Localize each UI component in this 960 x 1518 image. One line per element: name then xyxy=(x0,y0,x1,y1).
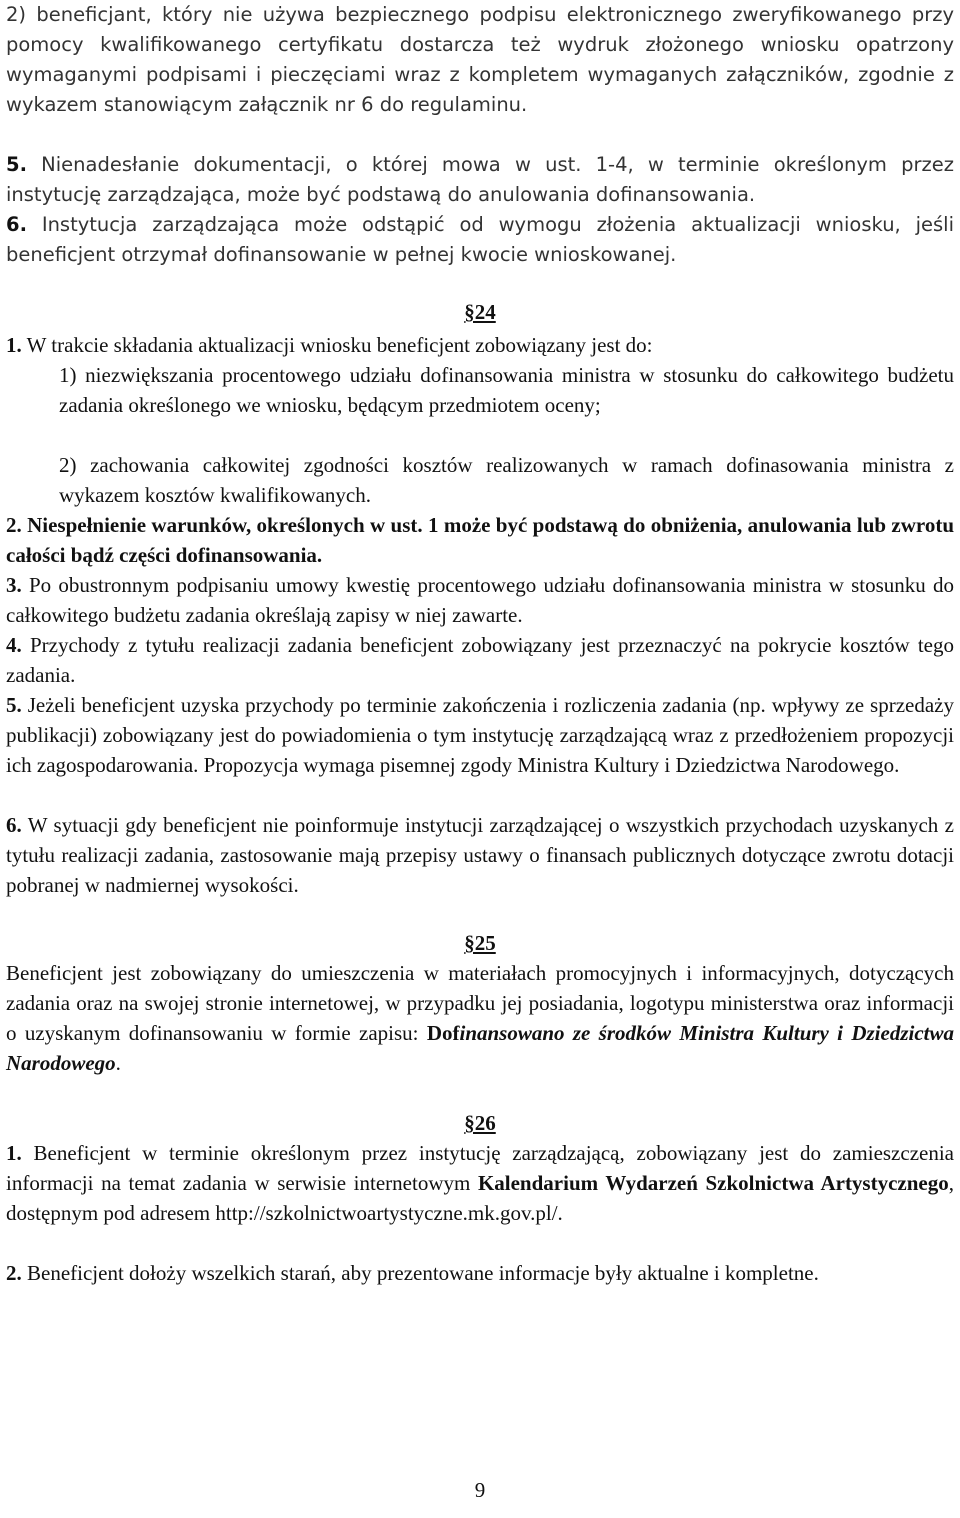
section-24-paragraph-2: 2. Niespełnienie warunków, określonych w ust. 1 może być podstawą do obniżenia, anulowania lub zwrotu całości bądź części dofinansowania. xyxy=(6,513,954,567)
section-24-paragraph-1 xyxy=(6,330,954,360)
section-24-paragraph-4 xyxy=(6,630,954,690)
paragraph-text: Przychody z tytułu realizacji zadania beneficjent zobowiązany jest przeznaczyć na pokrycie kosztów tego zadania. xyxy=(6,633,954,687)
bold-text: Kalendarium Wydarzeń Szkolnictwa Artystycznego xyxy=(477,1171,949,1195)
section-26-paragraph-1 xyxy=(6,1138,954,1228)
section-26-paragraph-2 xyxy=(6,1258,954,1288)
paragraph-intro-5 xyxy=(6,150,954,210)
paragraph-number: 4. xyxy=(6,633,22,657)
paragraph-number: 6. xyxy=(6,813,22,837)
paragraph-text: Instytucja zarządzająca może odstąpić od wymogu złożenia aktualizacji wniosku, jeśli beneficjent otrzymał dofinansowanie w pełnej kwocie wnioskowanej. xyxy=(6,213,954,266)
paragraph-text: W trakcie składania aktualizacji wniosku beneficjent zobowiązany jest do: xyxy=(21,333,653,357)
section-24-item-1: 1) niezwiększania procentowego udziału dofinansowania ministra w stosunku do całkowitego budżetu zadania określonego we wniosku, będącym przedmiotem oceny; xyxy=(59,363,954,417)
bold-italic-text: inansowano ze środków Ministra Kultury i Dziedzictwa Narodowego xyxy=(6,1021,954,1075)
paragraph-text: Po obustronnym podpisaniu umowy kwestię procentowego udziału dofinansowania ministra w stosunku do całkowitego budżetu zadania określają zapisy w niej zawarte. xyxy=(6,573,954,627)
paragraph-number: 2. xyxy=(6,1261,22,1285)
section-24-paragraph-6 xyxy=(6,810,954,900)
section-heading-26: §26 xyxy=(464,1111,496,1135)
paragraph-text: Jeżeli beneficjent uzyska przychody po terminie zakończenia i rozliczenia zadania (np. wpływy ze sprzedaży publikacji) zobowiązany jest do powiadomienia o tym instytucję zarządzającą wraz z przedłożeniem propozycji ich zagospodarowania. Propozycja wymaga pisemnej zgody Ministra Kultury i Dziedzictwa Narodowego. xyxy=(6,693,954,777)
paragraph-text: Beneficjent w terminie określonym przez instytucję zarządzającą, zobowiązany jest do zamieszczenia informacji na temat zadania w serwisie internetowym xyxy=(6,1141,954,1195)
paragraph-number: 6. xyxy=(6,213,27,236)
paragraph-number: 5. xyxy=(6,693,22,717)
section-heading-24: §24 xyxy=(464,300,496,324)
section-24-item-2: 2) zachowania całkowitej zgodności kosztów realizowanych w ramach dofinasowania ministra z wykazem kosztów kwalifikowanych. xyxy=(59,453,954,507)
document-page xyxy=(6,0,954,1518)
bold-text: Dof xyxy=(426,1021,460,1045)
paragraph-number: 3. xyxy=(6,573,22,597)
paragraph-text: W sytuacji gdy beneficjent nie poinformuje instytucji zarządzającej o wszystkich przychodach uzyskanych z tytułu realizacji zadania, zastosowanie mają przepisy ustawy o finansach publicznych dotyczące zwrotu dotacji pobranej w nadmiernej wysokości. xyxy=(6,813,954,897)
paragraph-text: Beneficjent dołoży wszelkich starań, aby prezentowane informacje były aktualne i kompletne. xyxy=(21,1261,819,1285)
paragraph-intro-2 xyxy=(6,0,954,120)
paragraph-intro-6 xyxy=(6,210,954,270)
paragraph-number: 5. xyxy=(6,153,27,176)
paragraph-number: 1. xyxy=(6,1141,22,1165)
paragraph-number: 1. xyxy=(6,333,22,357)
page-number: 9 xyxy=(474,1478,486,1502)
paragraph-end: . xyxy=(115,1051,121,1075)
paragraph-text: Beneficjent jest zobowiązany do umieszczenia w materiałach promocyjnych i informacyjnych, dotyczących zadania oraz na swojej stronie internetowej, w przypadku jej posiadania, logotypu ministerstwa oraz informacji o uzyskanym dofinansowaniu w formie zapisu: xyxy=(6,961,954,1045)
paragraph-text: , dostępnym pod adresem http://szkolnictwoartystyczne.mk.gov.pl/. xyxy=(6,1171,954,1225)
section-25-paragraph xyxy=(6,958,954,1078)
paragraph-text: Nienadesłanie dokumentacji, o której mowa w ust. 1-4, w terminie określonym przez instytucję zarządzająca, może być podstawą do anulowania dofinansowania. xyxy=(6,153,954,206)
paragraph-text: 2) beneficjant, który nie używa bezpiecznego podpisu elektronicznego zweryfikowanego przy pomocy kwalifikowanego certyfikatu dostarcza też wydruk złożonego wniosku opatrzony wymaganymi podpisami i pieczęciami wraz z kompletem wymaganych załączników, zgodnie z wykazem stanowiącym załącznik nr 6 do regulaminu. xyxy=(6,3,954,116)
section-heading-25: §25 xyxy=(464,931,496,955)
section-24-paragraph-3 xyxy=(6,570,954,630)
section-24-paragraph-5 xyxy=(6,690,954,780)
